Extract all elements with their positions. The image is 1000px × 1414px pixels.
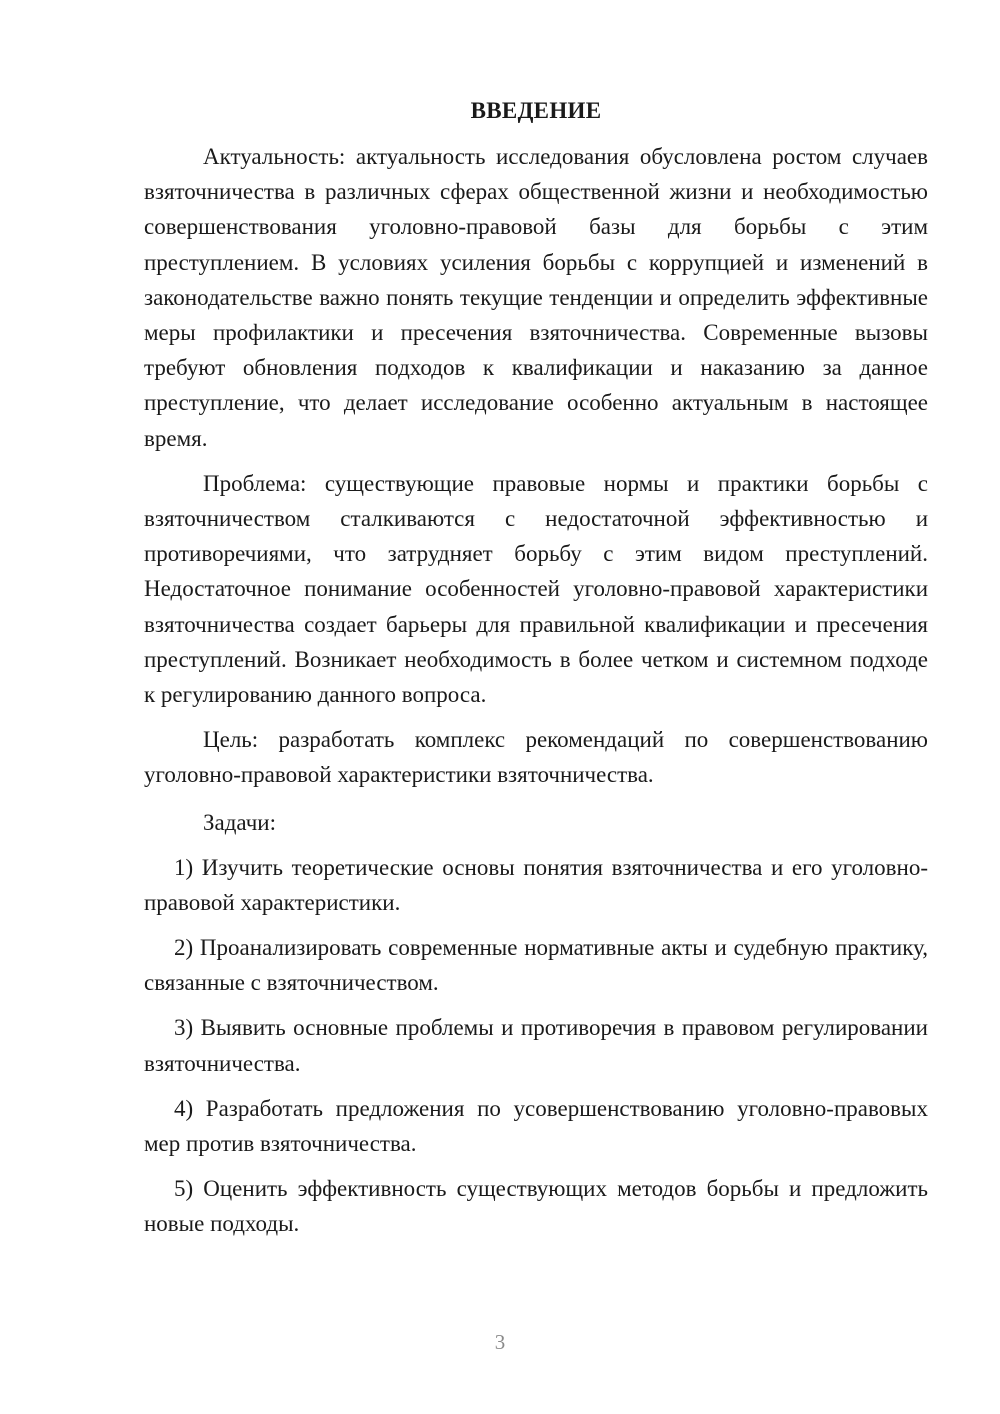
page-content — [144, 94, 928, 1252]
task-item-2: 2) Проанализировать современные нормативные акты и судебную практику, связанные с взяточничеством. — [144, 935, 928, 996]
task-item-1: 1) Изучить теоретические основы понятия взяточничества и его уголовно-правовой характеристики. — [144, 854, 928, 915]
tasks-heading: Задачи: — [203, 809, 276, 835]
page-number: 3 — [494, 1330, 506, 1354]
paragraph-problem: Проблема: существующие правовые нормы и практики борьбы с взяточничеством сталкиваются с недостаточной эффективностью и противоречиями, что затрудняет борьбу с этим видом преступлений. Недостаточное понимание особенностей уголовно-правовой характеристики взяточничества создает барьеры для правильной квалификации и пресечения преступлений. Возникает необходимость в более четком и системном подходе к регулированию данного вопроса. — [144, 470, 928, 708]
page-title: ВВЕДЕНИЕ — [470, 98, 602, 123]
paragraph-relevance: Актуальность: актуальность исследования обусловлена ростом случаев взяточничества в различных сферах общественной жизни и необходимостью совершенствования уголовно-правовой базы для борьбы с этим преступлением. В условиях усиления борьбы с коррупцией и изменений в законодательстве важно понять текущие тенденции и определить эффективные меры профилактики и пресечения взяточничества. Современные вызовы требуют обновления подходов к квалификации и наказанию за данное преступление, что делает исследование особенно актуальным в настоящее время. — [144, 144, 928, 451]
task-item-4: 4) Разработать предложения по усовершенствованию уголовно-правовых мер против взяточничества. — [144, 1095, 928, 1157]
task-item-3: 3) Выявить основные проблемы и противоречия в правовом регулировании взяточничества. — [144, 1015, 928, 1076]
paragraph-goal: Цель: разработать комплекс рекомендаций по совершенствованию уголовно-правовой характеристики взяточничества. — [144, 727, 928, 788]
task-item-5: 5) Оценить эффективность существующих методов борьбы и предложить новые подходы. — [144, 1176, 928, 1237]
task-list — [144, 850, 928, 1242]
